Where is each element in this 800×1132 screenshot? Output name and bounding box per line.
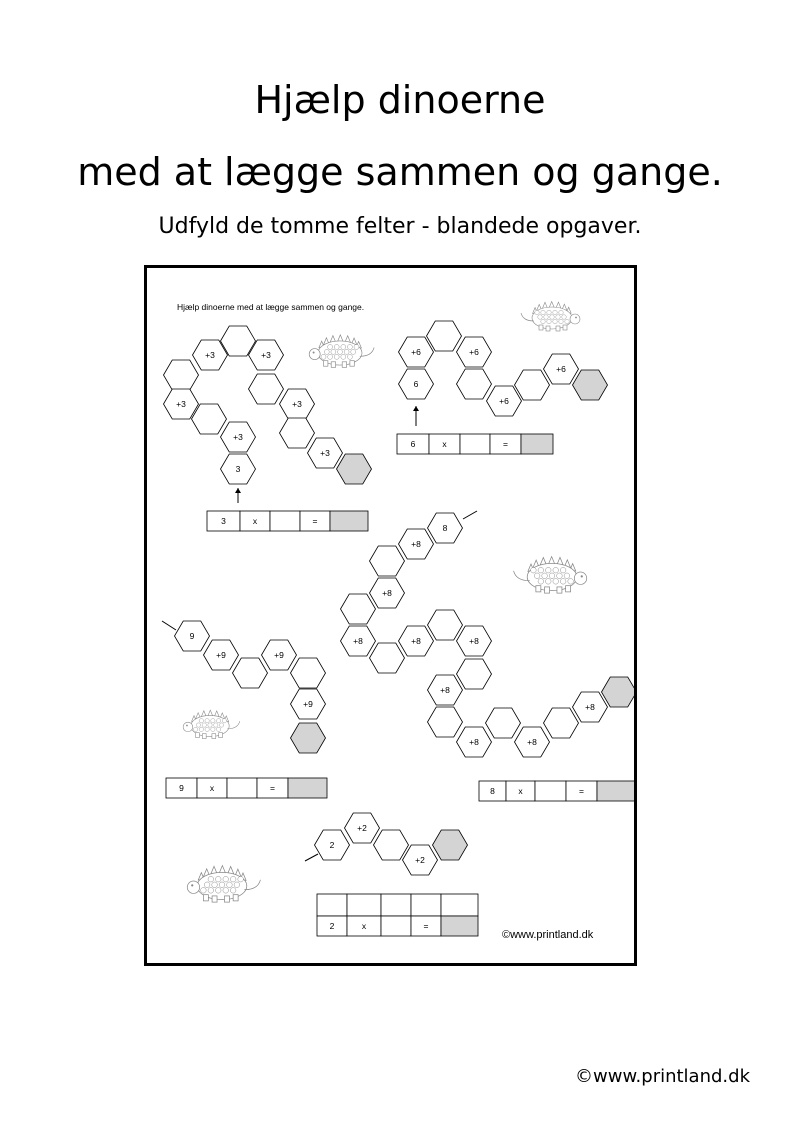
grid-cell-two-0[interactable] — [317, 894, 347, 916]
hex-cell-eight-17-label: +8 — [585, 702, 595, 712]
dino-illustration-middle-right — [514, 557, 587, 594]
hex-cell-three-3 — [164, 360, 199, 390]
hex-cell-three-2-label: +3 — [261, 350, 271, 360]
hex-cell-eight-9-label: +8 — [469, 636, 479, 646]
hex-cell-two-3-label: +2 — [415, 855, 425, 865]
worksheet-heading: Hjælp dinoerne med at lægge sammen og gange. — [177, 302, 365, 312]
hex-cell-two-4[interactable] — [433, 830, 468, 860]
answer-cell-six-4[interactable] — [521, 434, 553, 454]
page-title-line-1: Hjælp dinoerne — [254, 78, 546, 122]
hex-cell-three-12[interactable] — [337, 454, 372, 484]
answer-cell-nine-4[interactable] — [288, 778, 327, 798]
hex-cell-nine-6[interactable] — [291, 723, 326, 753]
hex-cell-eight-0-label: 8 — [442, 523, 448, 533]
hex-cell-eight-11-label: +8 — [440, 685, 450, 695]
grid-cell-two-4[interactable] — [441, 894, 478, 916]
answer-cell-two-1-label: x — [361, 921, 367, 931]
start-pointer-eight — [463, 511, 477, 519]
answer-cell-two-0-label: 2 — [329, 921, 335, 931]
hex-cell-six-0 — [427, 321, 462, 351]
answer-cell-eight-1-label: x — [518, 786, 523, 796]
hex-cell-nine-5-label: +9 — [303, 699, 313, 709]
hex-cell-six-1-label: +6 — [411, 347, 421, 357]
hex-cell-six-7-label: +6 — [556, 364, 566, 374]
start-pointer-two — [305, 854, 318, 861]
start-arrow-six-head — [413, 406, 419, 411]
hex-cell-three-11-label: 3 — [235, 464, 241, 474]
start-arrow-three-head — [235, 488, 241, 493]
hex-cell-three-10-label: +3 — [320, 448, 330, 458]
hex-cell-eight-7-label: +8 — [411, 636, 421, 646]
hex-cell-three-1-label: +3 — [205, 350, 215, 360]
hex-cell-six-6 — [515, 370, 550, 400]
page-subtitle: Udfyld de tomme felter - blandede opgaver. — [158, 214, 642, 239]
hex-cell-eight-3-label: +8 — [382, 588, 392, 598]
hex-cell-nine-2 — [233, 658, 268, 688]
answer-cell-six-1-label: x — [442, 439, 447, 449]
hex-cell-eight-2 — [370, 546, 405, 576]
hex-cell-two-2 — [374, 830, 409, 860]
answer-cell-three-2[interactable] — [270, 511, 300, 531]
hex-cell-six-4 — [457, 369, 492, 399]
worksheet — [144, 265, 637, 966]
hex-cell-three-4 — [249, 374, 284, 404]
hex-cell-six-5-label: +6 — [499, 396, 509, 406]
grid-cell-two-3[interactable] — [411, 894, 441, 916]
hex-cell-eight-15-label: +8 — [527, 737, 537, 747]
answer-cell-two-2[interactable] — [381, 916, 411, 936]
answer-cell-three-1-label: x — [252, 516, 258, 526]
hex-cell-eight-1-label: +8 — [411, 539, 421, 549]
answer-cell-nine-2[interactable] — [227, 778, 257, 798]
hex-cell-six-2-label: +6 — [469, 347, 479, 357]
hex-cell-nine-1-label: +9 — [216, 650, 226, 660]
dino-illustration-left — [183, 710, 240, 738]
answer-cell-three-3-label: = — [312, 516, 318, 526]
hex-cell-eight-5-label: +8 — [353, 636, 363, 646]
answer-cell-eight-3-label: = — [579, 786, 584, 796]
answer-cell-eight-0-label: 8 — [490, 786, 495, 796]
grid-cell-two-2[interactable] — [381, 894, 411, 916]
hex-cell-eight-16 — [544, 708, 579, 738]
answer-cell-six-3-label: = — [503, 439, 508, 449]
grid-cell-two-1[interactable] — [347, 894, 381, 916]
worksheet-copyright: ©www.printland.dk — [502, 929, 594, 941]
answer-cell-three-0-label: 3 — [221, 516, 226, 526]
hex-cell-eight-8 — [428, 610, 463, 640]
hex-cell-nine-4 — [291, 658, 326, 688]
hex-cell-three-9-label: +3 — [233, 432, 243, 442]
hex-cell-eight-12 — [428, 707, 463, 737]
hex-cell-three-6-label: +3 — [292, 399, 302, 409]
answer-cell-three-4[interactable] — [330, 511, 368, 531]
answer-cell-nine-1-label: x — [209, 783, 215, 793]
answer-cell-nine-0-label: 9 — [179, 783, 184, 793]
page-title-line-2: med at lægge sammen og gange. — [77, 150, 723, 194]
hex-cell-eight-18[interactable] — [602, 677, 635, 707]
answer-cell-nine-3-label: = — [270, 783, 275, 793]
hex-cell-eight-10 — [457, 659, 492, 689]
hex-cell-eight-14 — [486, 708, 521, 738]
answer-cell-eight-4[interactable] — [597, 781, 634, 801]
answer-cell-two-3-label: = — [423, 921, 429, 931]
hex-cell-six-8[interactable] — [573, 370, 608, 400]
hex-cell-eight-4 — [341, 594, 376, 624]
worksheet-canvas — [147, 268, 634, 963]
hex-cell-eight-13-label: +8 — [469, 737, 479, 747]
hex-cell-two-1-label: +2 — [357, 823, 367, 833]
answer-cell-six-0-label: 6 — [410, 439, 416, 449]
footer-copyright: ©www.printland.dk — [575, 1066, 750, 1087]
answer-cell-six-2[interactable] — [460, 434, 490, 454]
hex-cell-nine-3-label: +9 — [274, 650, 284, 660]
hex-cell-three-5-label: +3 — [176, 399, 186, 409]
dino-illustration-bottom-left — [187, 866, 260, 903]
start-pointer-nine — [162, 621, 176, 630]
dino-illustration-top-right — [521, 302, 580, 331]
answer-cell-eight-2[interactable] — [535, 781, 566, 801]
hex-cell-three-8 — [280, 418, 315, 448]
hex-cell-two-0-label: 2 — [329, 840, 335, 850]
dino-illustration-top-center — [309, 335, 374, 367]
answer-cell-two-4[interactable] — [441, 916, 478, 936]
hex-cell-nine-0-label: 9 — [189, 631, 195, 641]
hex-cell-six-3-label: 6 — [413, 379, 419, 389]
hex-cell-eight-6 — [370, 643, 405, 673]
hex-cell-three-7 — [192, 404, 227, 434]
